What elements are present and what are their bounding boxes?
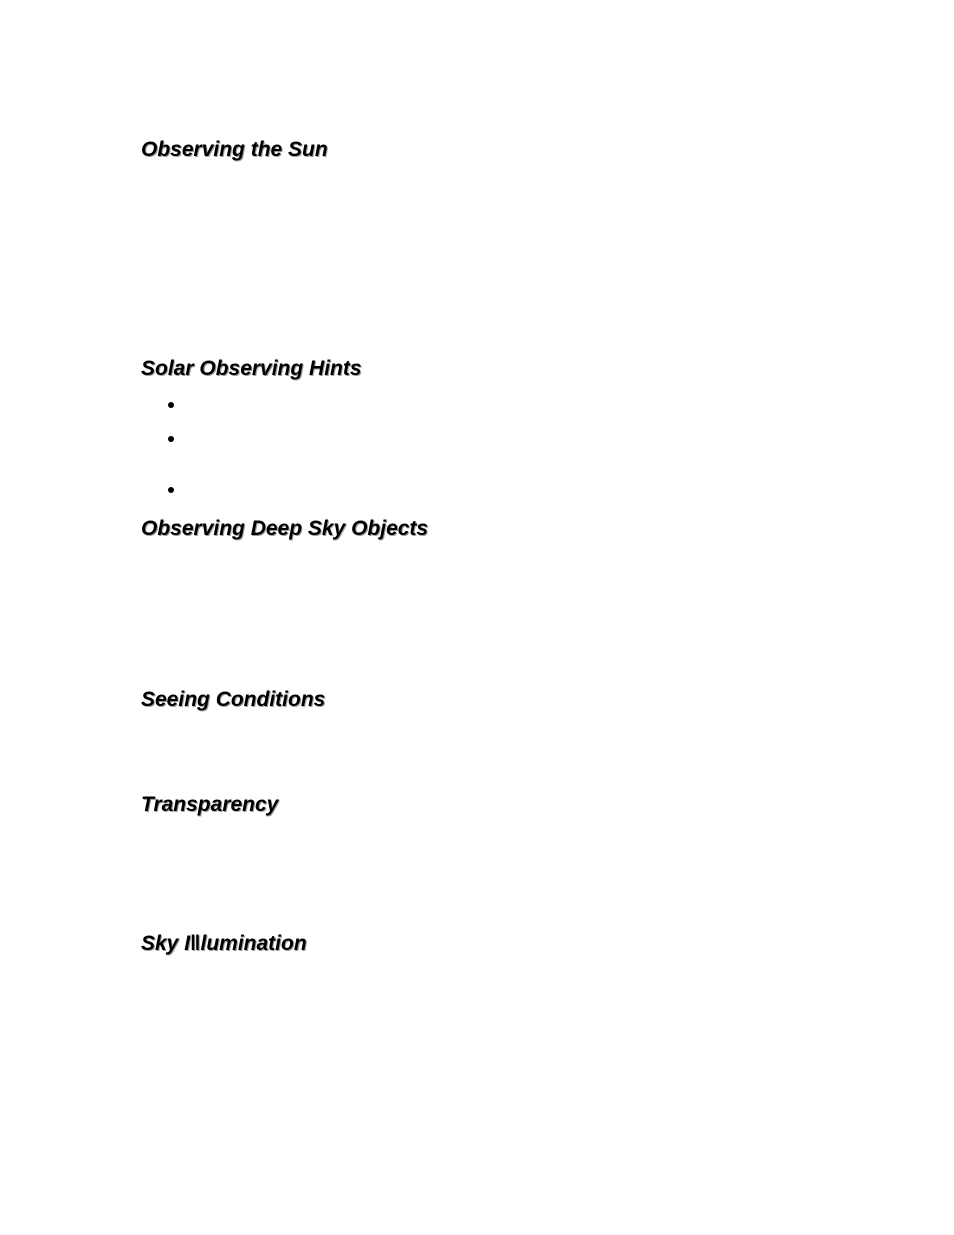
list-item (168, 402, 174, 408)
list-item (168, 436, 174, 442)
list-item (168, 487, 174, 493)
heading-sky-illumination: Sky I‖lumination (141, 932, 307, 955)
heading-transparency: Transparency (141, 793, 279, 816)
heading-seeing-conditions: Seeing Conditions (141, 688, 326, 711)
heading-solar-observing-hints: Solar Observing Hints (141, 357, 362, 380)
heading-observing-deep-sky-objects: Observing Deep Sky Objects (141, 517, 429, 540)
heading-observing-the-sun: Observing the Sun (141, 138, 328, 161)
